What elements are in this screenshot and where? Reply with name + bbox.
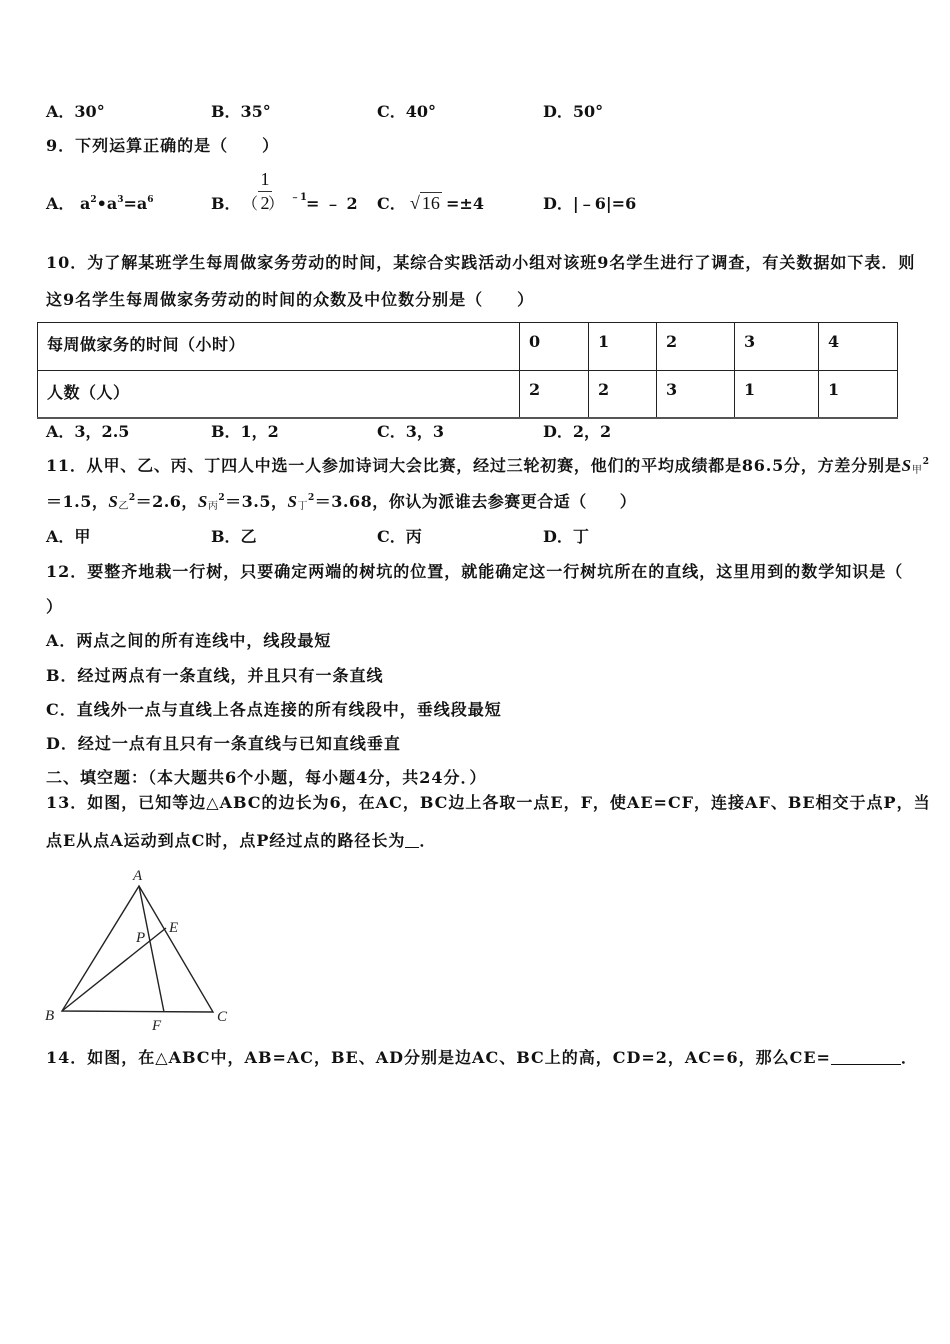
q8-option-a — [46, 102, 105, 122]
option-value: 3，2.5 — [74, 422, 130, 441]
q11-stem-line2 — [46, 492, 636, 512]
answer-blank[interactable] — [831, 1050, 901, 1065]
table-cell: 1 — [819, 371, 898, 418]
point-label-f: F — [152, 1018, 162, 1034]
q12-option-d — [46, 734, 401, 754]
q9-option-b-rparen: ） — [268, 194, 285, 213]
option-value: 甲 — [74, 527, 91, 546]
table-cell: 2 — [520, 371, 589, 418]
q9-option-c — [377, 194, 406, 214]
q9-option-b — [211, 194, 241, 214]
option-label: C． — [377, 102, 406, 121]
table-cell: 2 — [589, 371, 657, 418]
math-expression — [80, 194, 154, 213]
option-label: C． — [46, 700, 77, 719]
exponent: 2 — [307, 493, 315, 503]
option-value: 丁 — [572, 527, 589, 546]
option-label: B． — [211, 527, 241, 546]
stem-text: ＝3.68，你认为派谁去参赛更合适（ ） — [314, 492, 637, 511]
q12-option-a — [46, 631, 331, 651]
row-header: 每周做家务的时间（小时） — [38, 323, 520, 371]
section-title-fill-in-blanks: 二、填空题：（本大题共6个小题，每小题4分，共24分．） — [46, 768, 487, 787]
table-cell: 4 — [819, 323, 898, 371]
option-label: A． — [46, 102, 75, 121]
denominator: 2 — [260, 193, 270, 213]
q9-stem: 9．下列运算正确的是（ ） — [46, 136, 280, 155]
q8-option-d — [543, 102, 603, 122]
option-value: 直线外一点与直线上各点连接的所有线段中，垂线段最短 — [76, 700, 502, 719]
stem-text: 点E从点A运动到点C时，点P经过点的路径长为 — [46, 831, 406, 850]
answer-blank[interactable] — [405, 833, 419, 848]
radical-sign-icon: √ — [410, 193, 420, 213]
subscript: 甲 — [911, 465, 923, 476]
q8-option-b — [211, 102, 271, 122]
q9-option-b-exponent: ﹣1 — [290, 192, 307, 203]
option-label: D． — [543, 102, 573, 121]
variance-symbol: S — [901, 456, 912, 475]
option-value: 两点之间的所有连线中，线段最短 — [76, 631, 332, 650]
stem-text: 14．如图，在△ABC中，AB=AC，BE、AD分别是边AC、BC上的高，CD=2，AC=6，那么CE= — [46, 1048, 831, 1067]
numerator: 1 — [260, 169, 270, 189]
exponent: 3 — [117, 195, 124, 205]
stem-text: 11．从甲、乙、丙、丁四人中选一人参加诗词大会比赛，经过三轮初赛，他们的平均成绩都是86.5分，方差分别是 — [46, 456, 902, 475]
option-label: A． — [46, 527, 75, 546]
exponent: 2 — [922, 457, 930, 467]
q13-stem-line2 — [46, 831, 436, 851]
option-label: B． — [211, 194, 241, 213]
option-label: D． — [46, 734, 78, 753]
q9-option-c-rest: =±4 — [446, 194, 484, 213]
q14-stem — [46, 1048, 918, 1068]
option-value: 3，3 — [405, 422, 445, 441]
q11-option-a — [46, 527, 90, 547]
option-value: 乙 — [240, 527, 257, 546]
table-row — [38, 323, 898, 371]
subscript: 丙 — [207, 501, 219, 512]
option-value: 50° — [572, 102, 604, 121]
option-label: D． — [543, 527, 573, 546]
point-label-p: P — [136, 930, 146, 946]
option-value: 30° — [74, 102, 105, 121]
option-label: A． — [46, 631, 77, 650]
exponent: 2 — [90, 195, 97, 205]
vertex-label-c: C — [217, 1009, 228, 1025]
option-label: D． — [543, 422, 573, 441]
q10-data-table — [37, 322, 898, 419]
option-value: 35° — [240, 102, 271, 121]
q12-option-c — [46, 700, 502, 720]
variance-symbol: S — [108, 492, 119, 511]
subscript: 乙 — [118, 501, 129, 512]
q9-option-a — [46, 194, 154, 214]
radicand: 16 — [421, 193, 440, 213]
q10-option-c — [377, 422, 444, 442]
option-label: B． — [211, 422, 241, 441]
q11-option-c — [377, 527, 422, 547]
point-label-e: E — [169, 920, 179, 936]
option-value: 丙 — [405, 527, 422, 546]
row-header: 人数（人） — [38, 371, 520, 418]
q11-stem-line1 — [46, 456, 930, 476]
table-cell: 1 — [735, 371, 819, 418]
variance-symbol: S — [287, 492, 298, 511]
option-label: C． — [377, 194, 406, 213]
table-cell: 3 — [735, 323, 819, 371]
q10-option-b — [211, 422, 279, 442]
exponent: 2 — [128, 493, 136, 503]
option-label: B． — [46, 666, 78, 685]
option-value: |﹣6|=6 — [572, 194, 637, 213]
square-root-16 — [410, 192, 442, 214]
option-value: 经过两点有一条直线，并且只有一条直线 — [77, 666, 384, 685]
q11-option-d — [543, 527, 589, 547]
vertex-label-a: A — [133, 868, 143, 884]
q9-option-d — [543, 194, 636, 214]
variance-symbol: S — [197, 492, 208, 511]
q12-stem-line1: 12．要整齐地栽一行树，只要确定两端的树坑的位置，就能确定这一行树坑所在的直线，这里用到的数学知识是（ — [46, 562, 904, 581]
vertex-label-b: B — [45, 1008, 55, 1024]
option-value: 1，2 — [240, 422, 279, 441]
triangle-abc-figure — [30, 860, 250, 1040]
q9-option-b-rest: = ﹣ 2 — [306, 194, 358, 213]
fraction-bar — [258, 191, 272, 192]
q10-option-a — [46, 422, 129, 442]
q9-option-b-lparen: （ — [242, 194, 259, 213]
stem-text: ． — [419, 831, 437, 850]
table-cell: 2 — [657, 323, 735, 371]
table-cell: 1 — [589, 323, 657, 371]
table-row — [38, 371, 898, 418]
expr-part: •a — [96, 194, 118, 213]
q12-option-b — [46, 666, 384, 686]
table-cell: 0 — [520, 323, 589, 371]
q8-option-c — [377, 102, 436, 122]
option-label: C． — [377, 527, 406, 546]
option-label: D． — [543, 194, 573, 213]
q12-stem-line2: ） — [46, 597, 64, 616]
q10-option-d — [543, 422, 611, 442]
option-value: 经过一点有且只有一条直线与已知直线垂直 — [77, 734, 401, 753]
option-label: A． — [46, 194, 75, 213]
expr-part: =a — [123, 194, 148, 213]
q13-stem-line1: 13．如图，已知等边△ABC的边长为6，在AC，BC边上各取一点E，F，使AE=CF，连接AF、BE相交于点P，当 — [46, 793, 931, 812]
subscript: 丁 — [297, 501, 308, 512]
option-label: A． — [46, 422, 75, 441]
option-label: C． — [377, 422, 406, 441]
stem-text: ＝1.5， — [46, 492, 109, 511]
option-label: B． — [211, 102, 241, 121]
stem-text: ＝3.5， — [225, 492, 288, 511]
segment-af — [139, 886, 164, 1012]
q10-stem-line2: 这9名学生每周做家务劳动的时间的众数及中位数分别是（ ） — [46, 290, 535, 309]
q10-stem-line1: 10．为了解某班学生每周做家务劳动的时间，某综合实践活动小组对该班9名学生进行了调查，有关数据如下表．则 — [46, 253, 916, 272]
segment-be — [62, 928, 166, 1011]
expr-part: a — [80, 194, 91, 213]
stem-text: ＝2.6， — [135, 492, 198, 511]
option-value: 40° — [405, 102, 437, 121]
q11-option-b — [211, 527, 257, 547]
exponent: 6 — [147, 195, 154, 205]
option-value: 2，2 — [572, 422, 612, 441]
exponent: 2 — [218, 493, 226, 503]
table-cell: 3 — [657, 371, 735, 418]
stem-text: ． — [900, 1048, 918, 1067]
